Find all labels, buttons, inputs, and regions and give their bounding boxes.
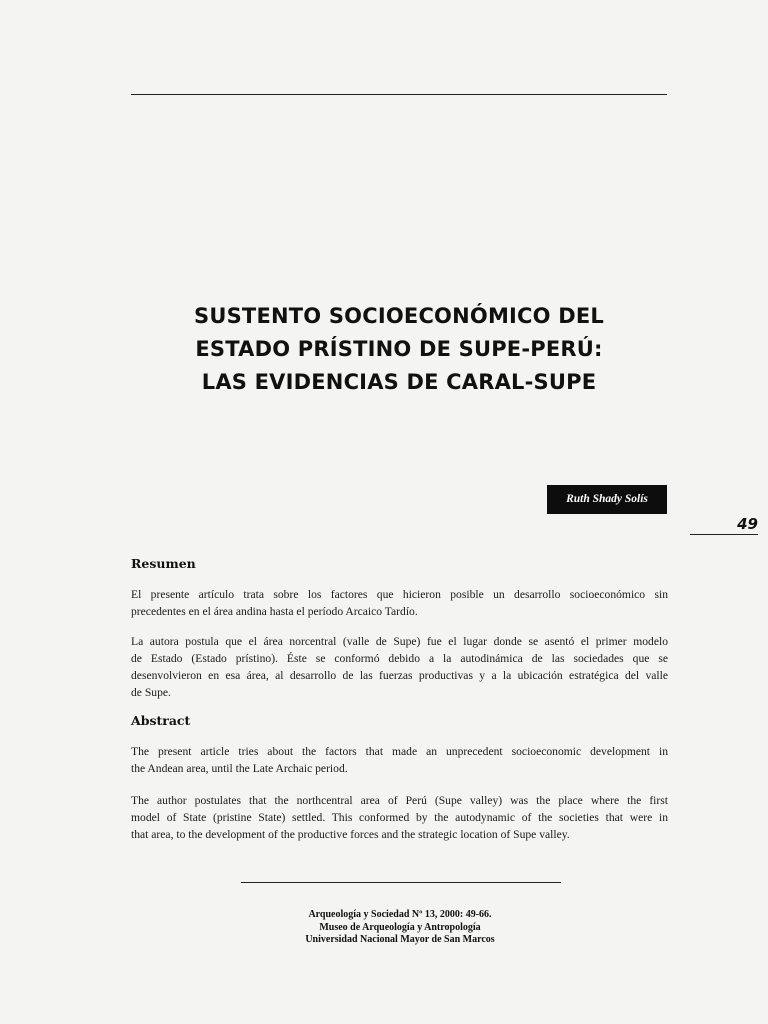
text-line: La autora postula que el área norcentral (valle de Supe) fue el lugar donde se asentó el primer modelo [131, 635, 668, 648]
text-line: The author postulates that the northcentral area of Perú (Supe valley) was the place where the first [131, 794, 668, 807]
abstract-paragraph-2 [131, 792, 668, 843]
text-line: the Andean area, until the Late Archaic period. [131, 762, 348, 775]
title-line-1: SUSTENTO SOCIOECONÓMICO DEL [194, 304, 604, 328]
text-line: de Estado (Estado prístino). Éste se conformó debido a la autodinámica de las sociedades que se [131, 652, 668, 665]
page-number-rule [690, 534, 758, 535]
text-line: El presente artículo trata sobre los factores que hicieron posible un desarrollo socioeconómico sin [131, 588, 668, 601]
top-rule [131, 94, 667, 95]
page-number: 49 [737, 515, 758, 533]
resumen-paragraph-1 [131, 586, 668, 620]
abstract-heading: Abstract [131, 713, 191, 728]
text-line: precedentes en el área andina hasta el período Arcaico Tardío. [131, 605, 418, 618]
footer-museum: Museo de Arqueología y Antropología [319, 921, 481, 933]
title-line-2: ESTADO PRÍSTINO DE SUPE-PERÚ: [195, 337, 603, 361]
title-line-3: LAS EVIDENCIAS DE CARAL-SUPE [201, 370, 597, 394]
resumen-heading: Resumen [131, 556, 196, 571]
footer-rule [241, 882, 561, 883]
abstract-paragraph-1 [131, 743, 668, 777]
footer-university: Universidad Nacional Mayor de San Marcos [305, 934, 495, 945]
article-title [131, 300, 667, 399]
text-line: The present article tries about the factors that made an unprecedent socioeconomic development in [131, 745, 668, 758]
text-line: that area, to the development of the productive forces and the strategic location of Supe valley. [131, 828, 570, 841]
text-line: model of State (pristine State) settled. This conformed by the autodynamic of the societies that were in [131, 811, 668, 824]
resumen-paragraph-2 [131, 633, 668, 701]
publication-footer [200, 909, 600, 947]
text-line: de Supe. [131, 686, 171, 699]
footer-journal: Arqueología y Sociedad Nº 13, 2000: 49-66. [308, 909, 492, 920]
author-label: Ruth Shady Solís [547, 485, 667, 514]
text-line: desenvolvieron en esa área, al desarrollo de las fuerzas productivas y a la ubicación estratégica del valle [131, 669, 668, 682]
